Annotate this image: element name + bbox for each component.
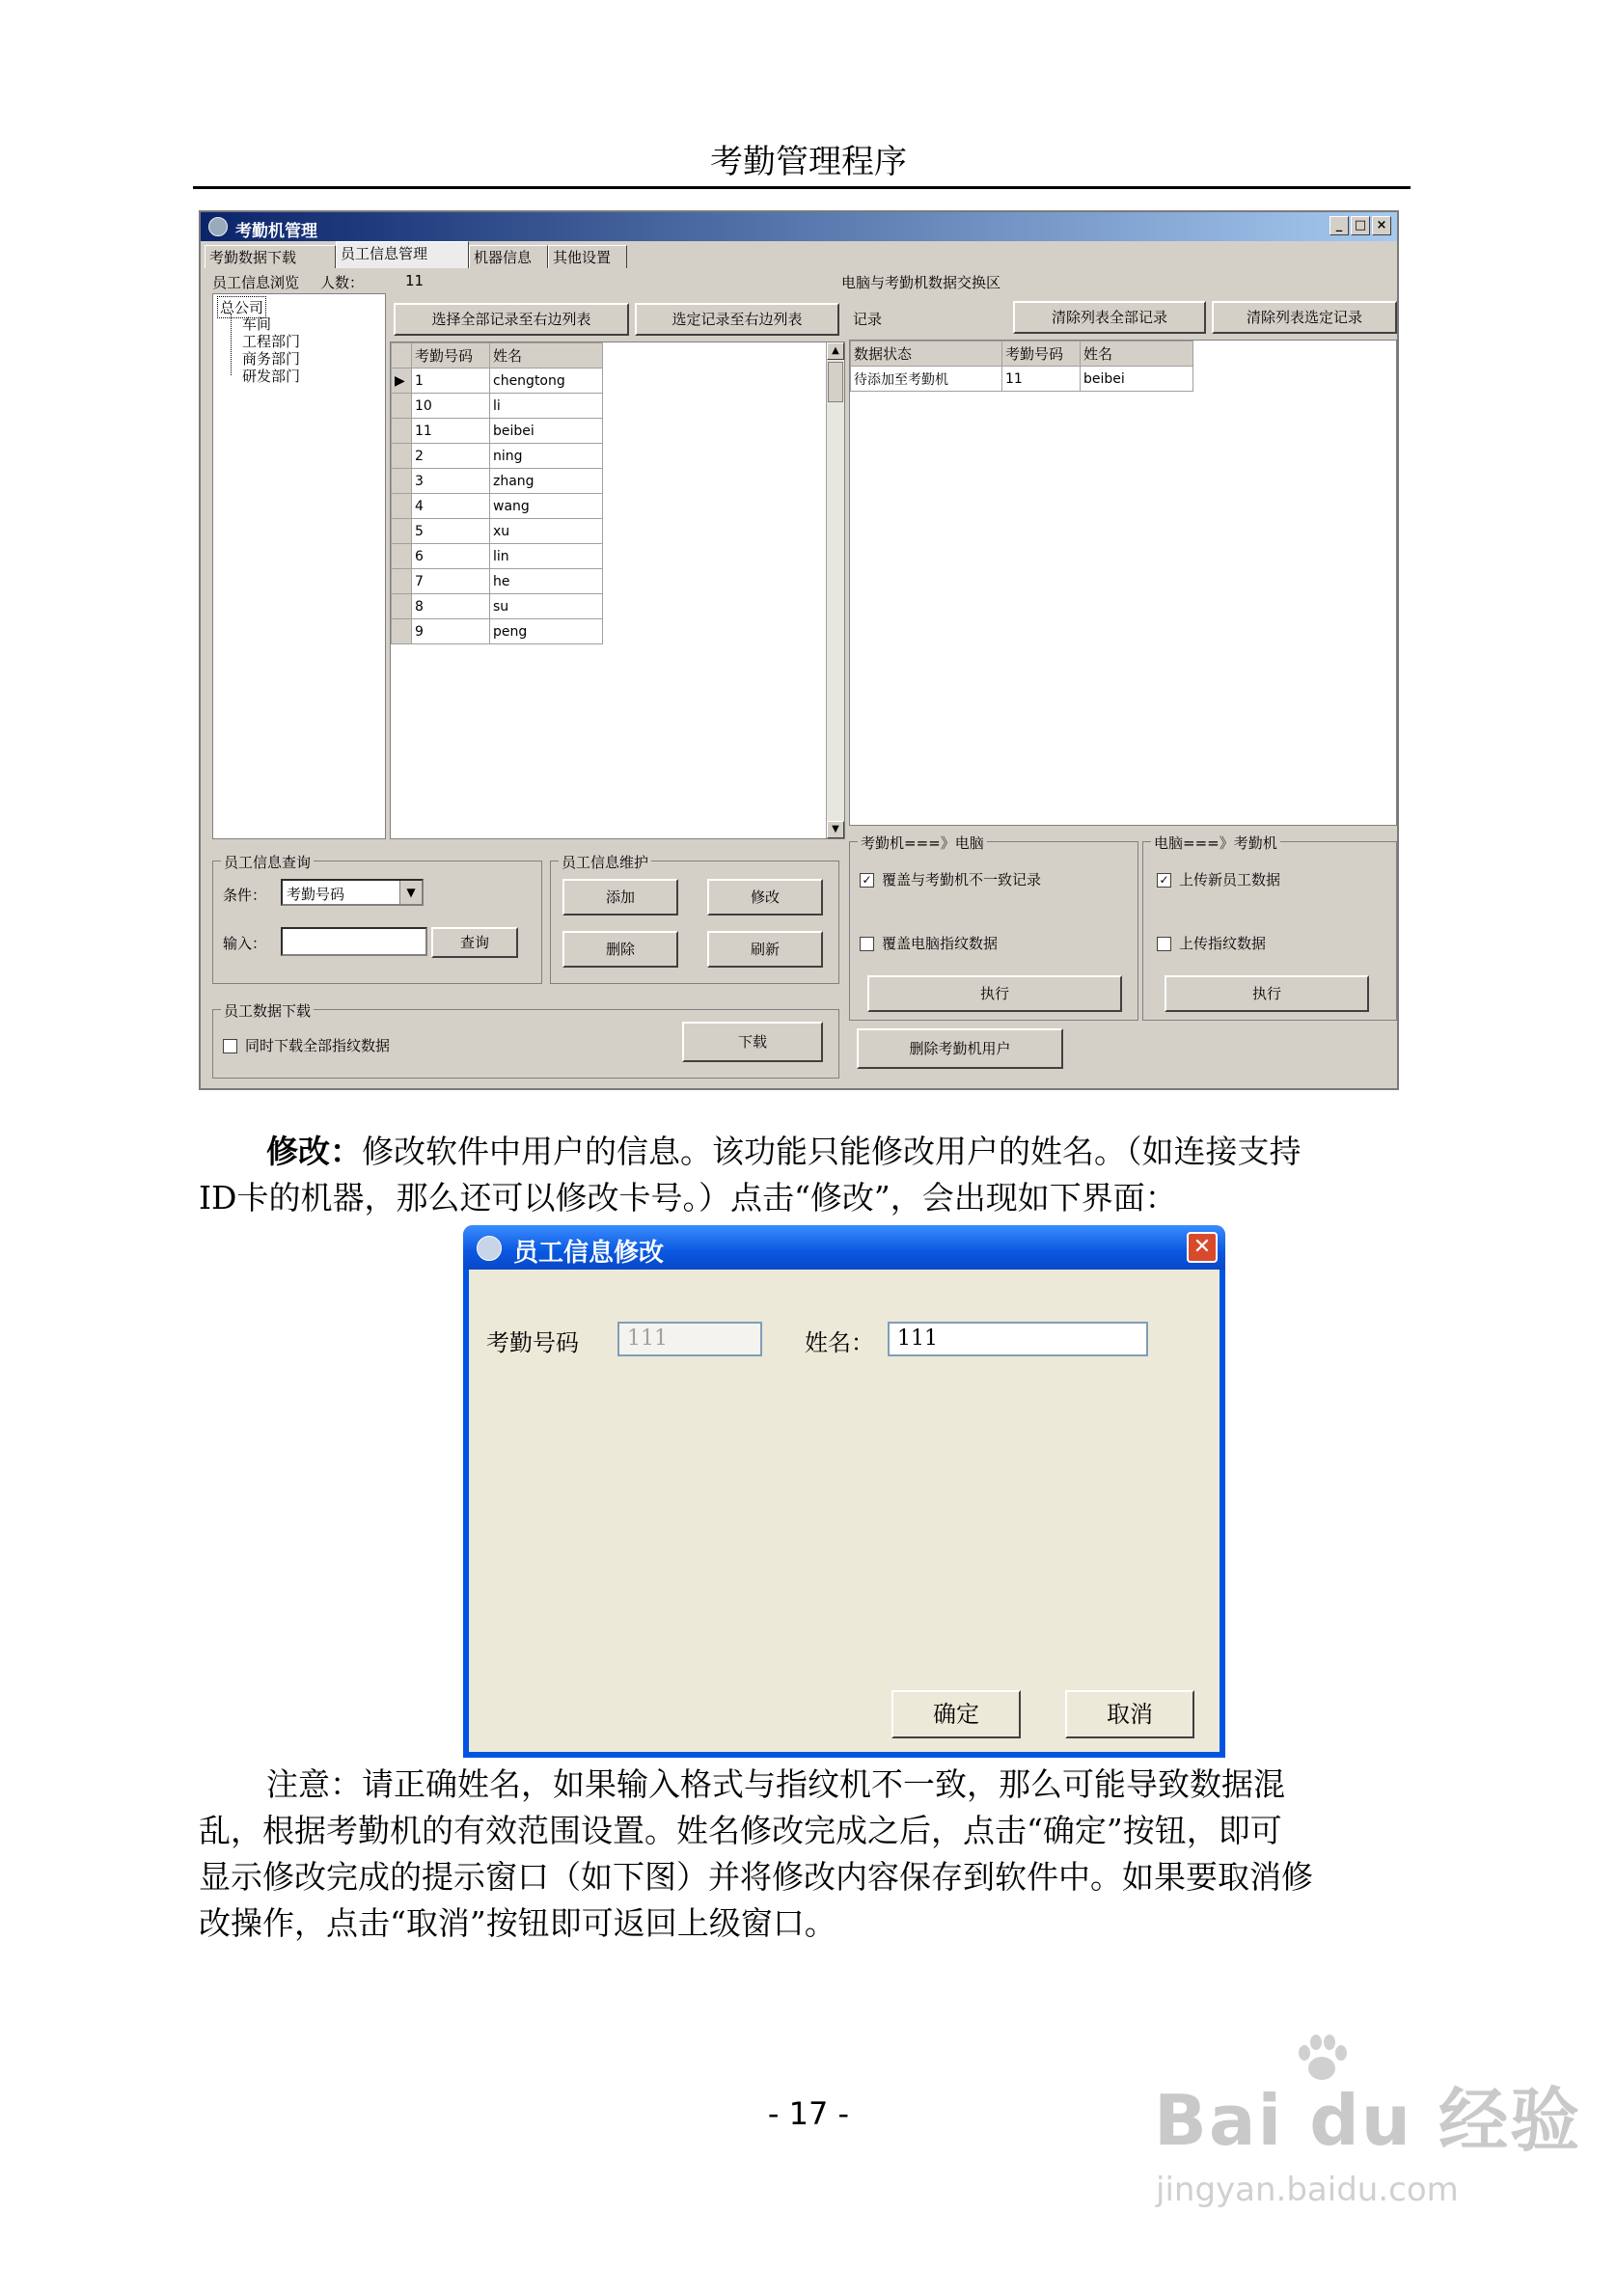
chevron-down-icon[interactable]: ▼ [399, 881, 422, 904]
to-device-group [1142, 834, 1397, 1021]
col-header-name[interactable]: 姓名 [1081, 342, 1193, 367]
row-indicator [392, 444, 412, 469]
input-label: 输入： [223, 935, 267, 952]
to-pc-check1-label: 覆盖与考勤机不一致记录 [882, 871, 1042, 888]
upload-fingerprint-checkbox[interactable] [1157, 933, 1266, 953]
execute-to-device-button[interactable]: 执行 [1165, 975, 1369, 1012]
dialog-body [469, 1270, 1220, 1752]
row-indicator [392, 494, 412, 519]
table-row[interactable] [392, 394, 603, 419]
app-icon [208, 217, 228, 236]
department-tree [212, 293, 386, 839]
para2-line2: 乱，根据考勤机的有效范围设置。姓名修改完成之后，点击“确定”按钮，即可 [199, 1812, 1282, 1849]
col-header-id[interactable]: 考勤号码 [412, 343, 490, 369]
para1-line1 [266, 1129, 1302, 1175]
col-header-status[interactable]: 数据状态 [851, 342, 1002, 367]
modify-button[interactable]: 修改 [707, 879, 823, 916]
name-field[interactable]: 111 [888, 1322, 1148, 1356]
cell-id: 11 [412, 419, 490, 444]
table-row[interactable] [392, 519, 603, 544]
cell-name: lin [490, 544, 603, 569]
para2-line4: 改操作，点击“取消”按钮即可返回上级窗口。 [199, 1904, 836, 1942]
cell-name: wang [490, 494, 603, 519]
row-indicator [392, 544, 412, 569]
dialog-titlebar [463, 1225, 1225, 1270]
para1-line2: ID卡的机器，那么还可以修改卡号。）点击“修改”，会出现如下界面： [199, 1179, 1177, 1216]
checkbox-icon[interactable] [223, 1039, 237, 1053]
id-field: 111 [617, 1322, 762, 1356]
id-label: 考勤号码 [486, 1329, 579, 1356]
watermark-url: jingyan.baidu.com [1156, 2171, 1459, 2209]
tree-item-engineering[interactable]: 工程部门 [242, 333, 301, 350]
table-row[interactable] [392, 594, 603, 619]
overwrite-records-checkbox[interactable] [860, 869, 1041, 889]
cell-id: 5 [412, 519, 490, 544]
query-group [212, 854, 542, 984]
close-icon[interactable]: ✕ [1187, 1232, 1218, 1263]
upload-new-employee-checkbox[interactable] [1157, 869, 1280, 889]
cancel-button[interactable]: 取消 [1065, 1690, 1194, 1738]
col-header-name[interactable]: 姓名 [490, 343, 603, 369]
row-indicator [392, 594, 412, 619]
tree-connector [231, 314, 241, 375]
query-group-title: 员工信息查询 [221, 852, 314, 872]
header-rule [193, 186, 1411, 189]
cell-status: 待添加至考勤机 [851, 367, 1002, 392]
maintain-group [550, 854, 839, 984]
table-row[interactable] [392, 444, 603, 469]
cell-id: 10 [412, 394, 490, 419]
table-row[interactable] [392, 619, 603, 644]
download-button[interactable]: 下载 [682, 1022, 823, 1062]
tree-root[interactable]: 总公司 [217, 296, 266, 318]
maximize-icon[interactable]: □ [1351, 216, 1370, 235]
watermark-logo: Bai du 经验 [1154, 2080, 1582, 2161]
query-button[interactable]: 查询 [431, 927, 518, 958]
table-row[interactable] [392, 494, 603, 519]
table-row[interactable] [392, 569, 603, 594]
row-indicator [392, 519, 412, 544]
cell-id: 1 [412, 369, 490, 394]
cell-name: he [490, 569, 603, 594]
condition-select[interactable] [281, 879, 424, 906]
table-row[interactable] [392, 544, 603, 569]
download-group [212, 1002, 839, 1079]
row-indicator [392, 469, 412, 494]
records-label: 记录 [853, 311, 883, 328]
table-row[interactable] [392, 419, 603, 444]
tab-download[interactable]: 考勤数据下载 [205, 245, 336, 268]
row-indicator [392, 619, 412, 644]
scroll-up-icon[interactable]: ▲ [827, 342, 844, 360]
cell-name: beibei [1081, 367, 1193, 392]
query-input[interactable] [281, 927, 427, 956]
refresh-button[interactable]: 刷新 [707, 931, 823, 968]
cell-id: 7 [412, 569, 490, 594]
clear-all-button[interactable]: 清除列表全部记录 [1013, 301, 1206, 334]
close-icon[interactable]: × [1372, 216, 1391, 235]
execute-to-pc-button[interactable]: 执行 [867, 975, 1122, 1012]
to-pc-group [849, 834, 1138, 1021]
cell-id: 4 [412, 494, 490, 519]
delete-device-user-button[interactable]: 删除考勤机用户 [857, 1028, 1063, 1069]
checkbox-checked-icon[interactable]: ✓ [1157, 873, 1171, 888]
download-group-title: 员工数据下载 [221, 1000, 314, 1021]
row-indicator [392, 419, 412, 444]
download-fingerprint-checkbox[interactable] [223, 1035, 390, 1055]
exchange-title: 电脑与考勤机数据交换区 [841, 274, 1001, 291]
minimize-icon[interactable]: _ [1329, 216, 1349, 235]
exchange-grid [849, 340, 1397, 826]
grid-header-row [392, 343, 603, 369]
cell-name: li [490, 394, 603, 419]
para2-line1: 注意：请正确姓名，如果输入格式与指纹机不一致，那么可能导致数据混 [266, 1765, 1285, 1803]
to-dev-check1-label: 上传新员工数据 [1179, 871, 1281, 888]
cell-id: 6 [412, 544, 490, 569]
ok-button[interactable]: 确定 [891, 1690, 1021, 1738]
cell-id: 11 [1002, 367, 1081, 392]
window-titlebar [201, 212, 1397, 241]
add-button[interactable]: 添加 [562, 879, 678, 916]
dialog-title: 员工信息修改 [513, 1239, 665, 1268]
cell-name: peng [490, 619, 603, 644]
scroll-thumb[interactable] [828, 362, 843, 402]
clear-selected-button[interactable]: 清除列表选定记录 [1212, 301, 1397, 334]
cell-id: 8 [412, 594, 490, 619]
page-number: - 17 - [767, 2095, 850, 2132]
cell-id: 3 [412, 469, 490, 494]
select-all-button[interactable]: 选择全部记录至右边列表 [394, 303, 629, 336]
tree-item-business[interactable]: 商务部门 [242, 350, 301, 368]
overwrite-fingerprint-checkbox[interactable] [860, 933, 998, 953]
page-header-title: 考勤管理程序 [710, 143, 907, 181]
exchange-header-row [851, 342, 1193, 367]
tab-employee[interactable]: 员工信息管理 [336, 241, 469, 268]
cell-name: chengtong [490, 369, 603, 394]
to-dev-check2-label: 上传指纹数据 [1179, 935, 1267, 952]
row-indicator [392, 394, 412, 419]
para1-text: 修改软件中用户的信息。该功能只能修改用户的姓名。（如连接支持 [362, 1133, 1302, 1170]
tree-item-rnd[interactable]: 研发部门 [242, 368, 301, 385]
condition-label: 条件： [223, 887, 267, 904]
condition-value: 考勤号码 [287, 886, 345, 903]
tab-other[interactable]: 其他设置 [548, 245, 627, 268]
dialog-app-icon [477, 1236, 502, 1261]
checkbox-icon[interactable] [1157, 937, 1171, 951]
to-pc-check2-label: 覆盖电脑指纹数据 [882, 935, 999, 952]
employee-edit-dialog [463, 1225, 1225, 1758]
name-label: 姓名： [805, 1329, 874, 1356]
cell-name: beibei [490, 419, 603, 444]
cell-id: 2 [412, 444, 490, 469]
tab-machine[interactable]: 机器信息 [469, 245, 548, 268]
browse-label: 员工信息浏览 [212, 274, 300, 291]
col-header-id[interactable]: 考勤号码 [1002, 342, 1081, 367]
window-title: 考勤机管理 [235, 222, 317, 241]
para1-bold-label: 修改： [266, 1133, 362, 1170]
employee-grid [390, 342, 845, 839]
row-indicator [392, 569, 412, 594]
delete-button[interactable]: 删除 [562, 931, 678, 968]
scroll-down-icon[interactable]: ▼ [827, 821, 844, 838]
row-indicator-header [392, 343, 412, 369]
attendance-manager-window [199, 210, 1399, 1090]
checkbox-icon[interactable] [860, 937, 874, 951]
checkbox-checked-icon[interactable]: ✓ [860, 873, 874, 888]
table-row[interactable] [392, 469, 603, 494]
table-row[interactable] [392, 369, 603, 394]
count-label: 人数： [320, 274, 365, 291]
count-value: 11 [405, 272, 425, 289]
to-pc-group-title: 考勤机===》电脑 [858, 833, 987, 853]
tree-item-workshop[interactable]: 车间 [242, 315, 272, 333]
to-device-group-title: 电脑===》考勤机 [1151, 833, 1280, 853]
table-row[interactable] [851, 367, 1193, 392]
maintain-group-title: 员工信息维护 [559, 852, 651, 872]
cell-name: ning [490, 444, 603, 469]
cell-name: xu [490, 519, 603, 544]
cell-name: zhang [490, 469, 603, 494]
para2-line3: 显示修改完成的提示窗口（如下图）并将修改内容保存到软件中。如果要取消修 [199, 1858, 1313, 1896]
row-pointer-icon: ▶ [392, 369, 412, 394]
cell-id: 9 [412, 619, 490, 644]
download-check-label: 同时下载全部指纹数据 [245, 1037, 391, 1054]
grid-scrollbar[interactable] [826, 342, 844, 838]
select-selected-button[interactable]: 选定记录至右边列表 [635, 303, 839, 336]
cell-name: su [490, 594, 603, 619]
